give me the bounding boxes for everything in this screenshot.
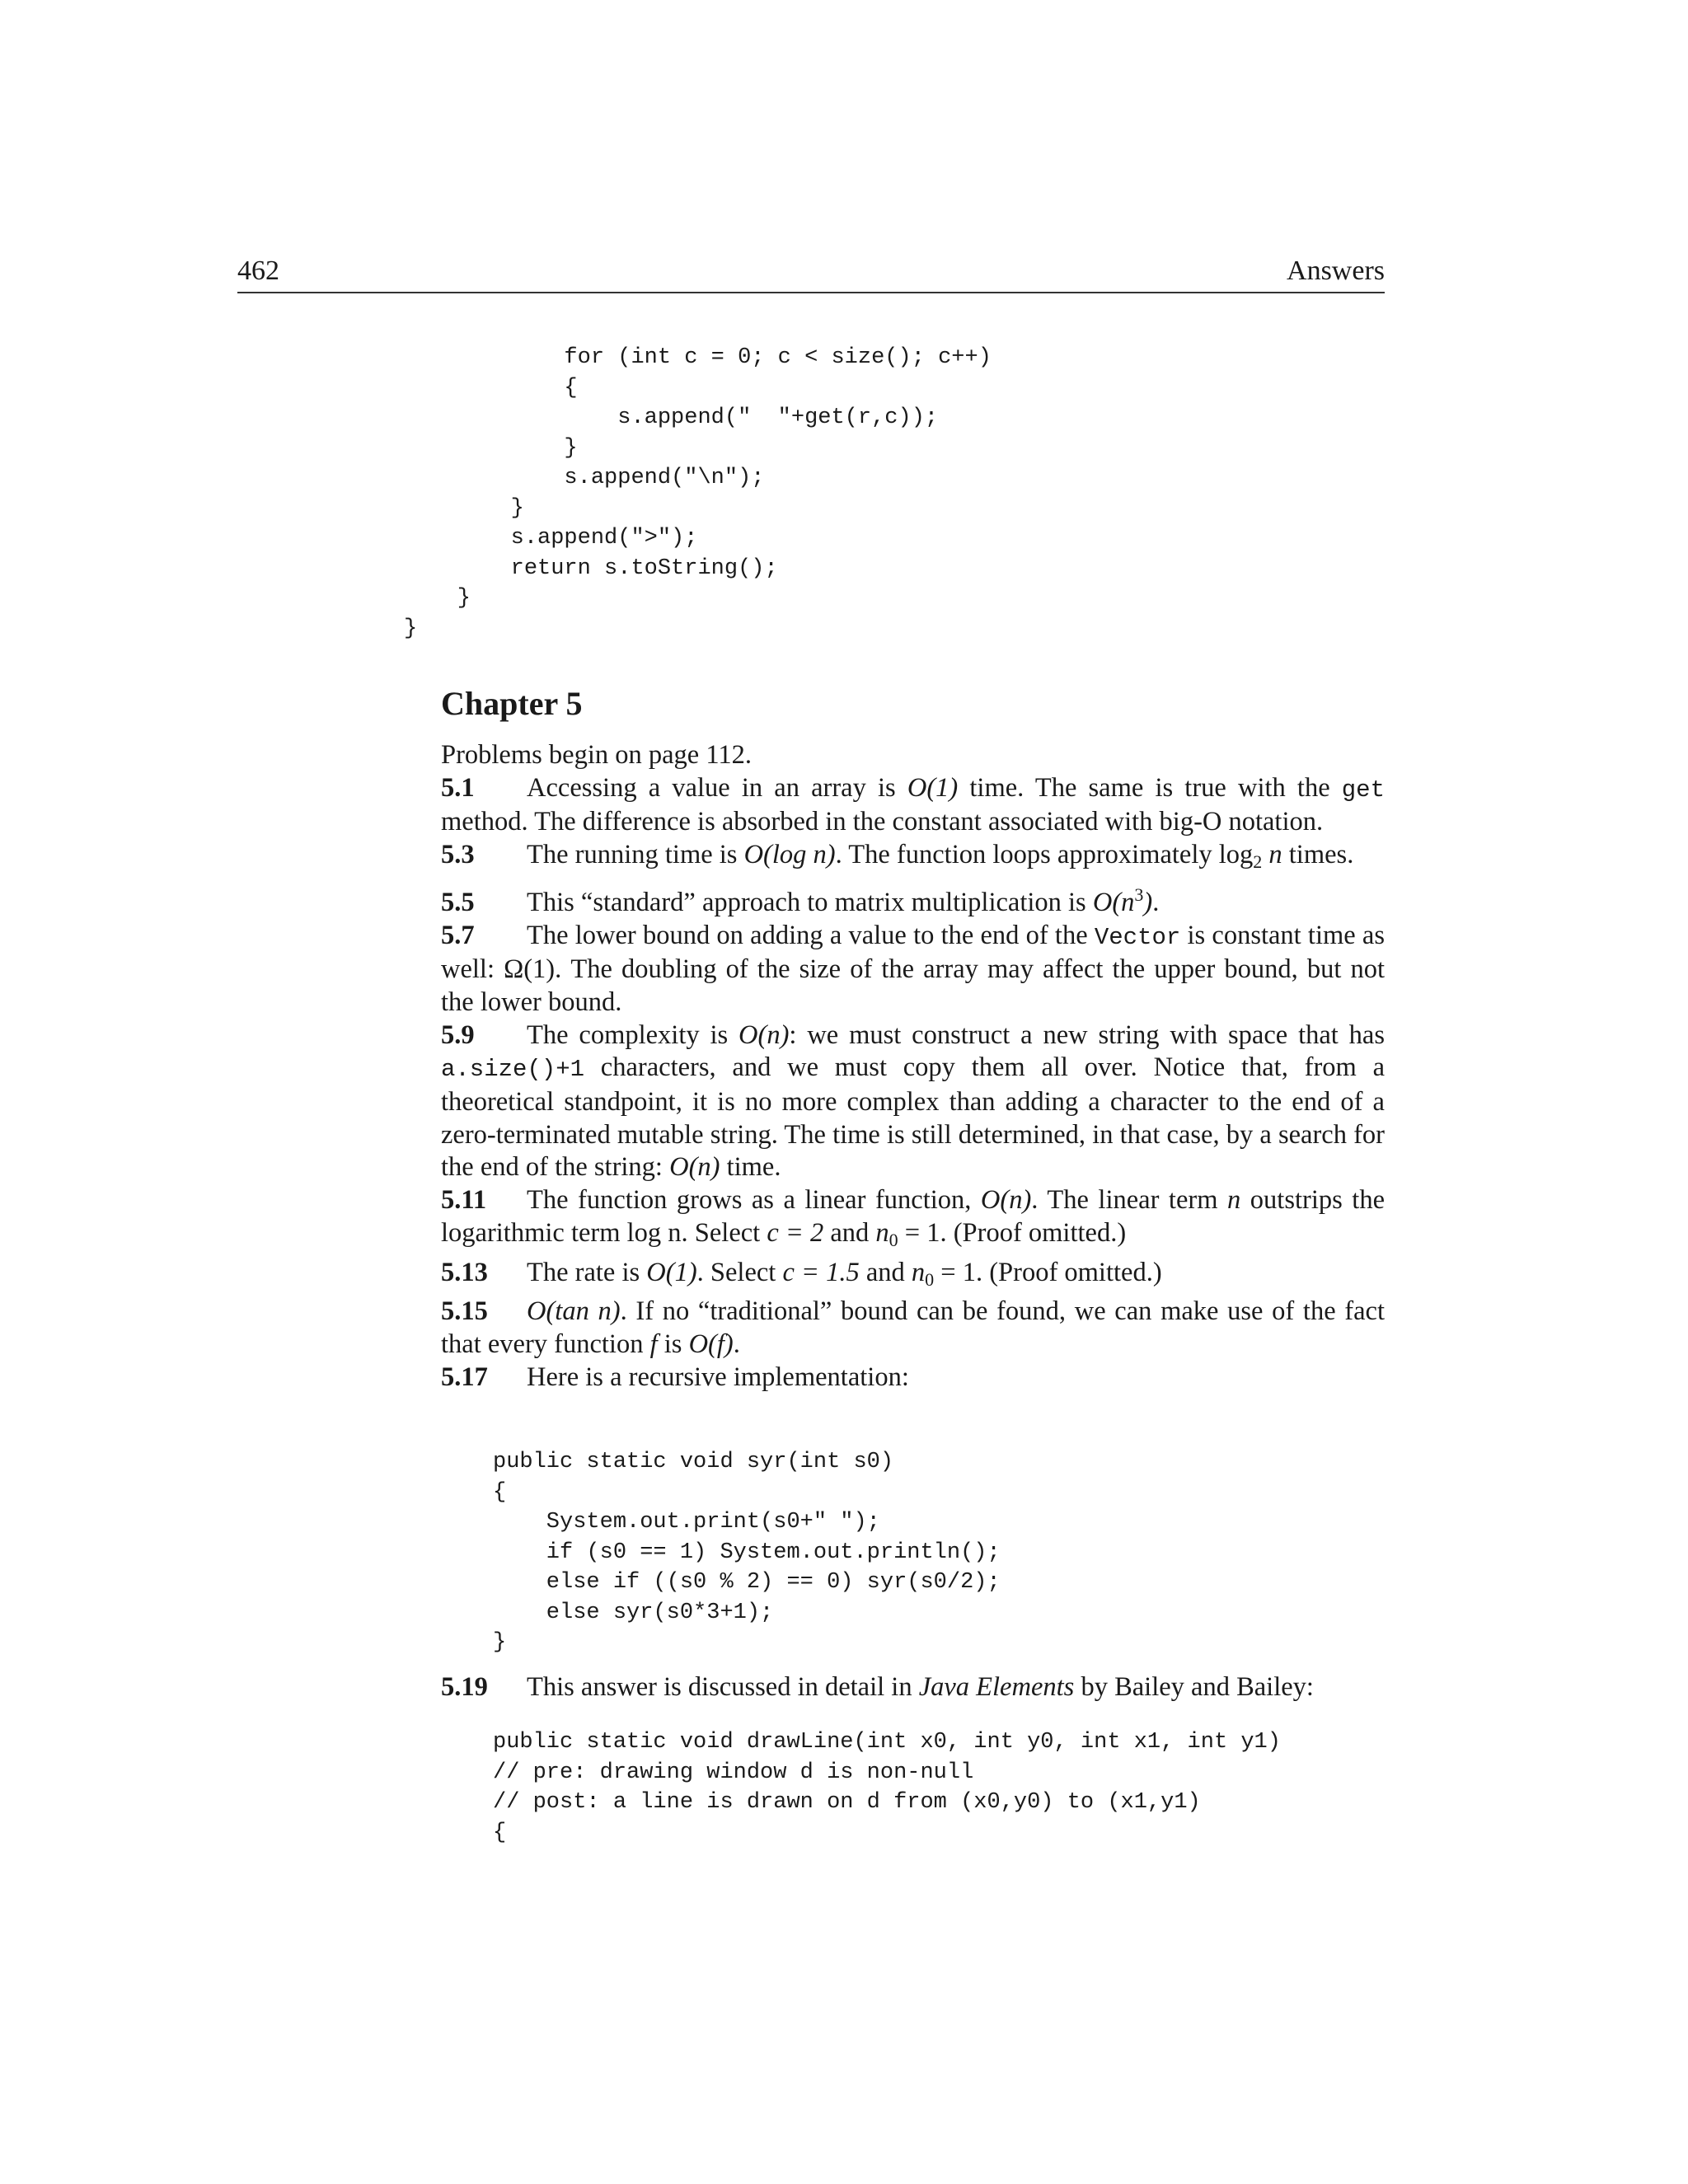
answer-number: 5.19 xyxy=(441,1672,488,1702)
answer-5-3: 5.3 The running time is O(log n). The function loops approximately $\log_2 n$ times. xyxy=(441,840,1354,873)
inline-code: get xyxy=(1341,776,1385,804)
answers-body-1 xyxy=(441,739,1385,1394)
answer-number: 5.11 xyxy=(441,1185,487,1216)
answer-5-13: 5.13 The rate is O(1). Select c = 1.5 and $n_0 = 1$. (Proof omitted.) xyxy=(441,1257,1162,1290)
code-block-syr: public static void syr(int s0) { System.out.print(s0+" "); if (s0 == 1) System.out.println(); else if ((s0 % 2) == 0) syr(s0/2); else syr(s0*3+1); } xyxy=(493,1450,1001,1655)
answer-5-15: 5.15 O(tan n). If no “traditional” bound can be found, we can make use of the fact that every function f is O(f). xyxy=(441,1296,1386,1359)
answer-number: 5.17 xyxy=(441,1361,488,1392)
page-number: 462 xyxy=(237,255,279,286)
code-block-drawline: public static void drawLine(int x0, int y0, int x1, int y1) // pre: drawing window d is non-null // post: a line is drawn on d from (x0,y0) to (x1,y1) { xyxy=(493,1730,1281,1845)
running-head: Answers xyxy=(1287,255,1385,286)
answer-number: 5.15 xyxy=(441,1296,488,1327)
answer-5-17: 5.17 Here is a recursive implementation: xyxy=(441,1361,1385,1394)
answer-number: 5.1 xyxy=(441,772,475,803)
answer-5-9: 5.9 The complexity is O(n): we must construct a new string with space that has a.size()+1 characters, and we must copy them all over. Notice that, from a theoretical standpoint, it is no more complex than adding a character to the end of a zero-terminated mutable string. The time is still determined, in that case, by a search for the end of the string: O(n) time. xyxy=(441,1019,1385,1183)
inline-code: Vector xyxy=(1094,923,1181,951)
chapter-title: Chapter 5 xyxy=(441,685,583,722)
answer-5-11: 5.11 The function grows as a linear function, O(n). The linear term n outstrips the logarithmic term log n. Select c = 2 and $n_0 = 1$. (Proof omitted.) xyxy=(441,1185,1385,1250)
code-block-top: for (int c = 0; c < size(); c++) { s.append(" "+get(r,c)); } s.append("\n"); } s.append(">"); return s.toString(); } } xyxy=(404,345,992,641)
answer-number: 5.13 xyxy=(441,1257,488,1287)
answer-number: 5.5 xyxy=(441,887,475,917)
answers-body-2 xyxy=(441,1671,1385,1704)
answer-5-19: 5.19 This answer is discussed in detail in Java Elements by Bailey and Bailey: xyxy=(441,1671,1385,1704)
page-header xyxy=(237,249,1385,293)
answer-5-1: 5.1 Accessing a value in an array is O(1) time. The same is true with the get method. The difference is absorbed in the constant associated with big-O notation. xyxy=(441,772,1385,837)
answer-number: 5.7 xyxy=(441,920,475,950)
answer-5-5: 5.5 This “standard” approach to matrix multiplication is $O(n^3)$. xyxy=(441,879,1385,920)
intro-text: Problems begin on page 112. xyxy=(441,740,753,770)
answer-5-7: 5.7 The lower bound on adding a value to the end of the Vector is constant time as well: Ω(1). The doubling of the size of the array may affect the upper bound, but not the lower bound. xyxy=(441,920,1385,1017)
inline-code: a.size()+1 xyxy=(441,1056,585,1084)
answer-number: 5.3 xyxy=(441,840,475,870)
answer-number: 5.9 xyxy=(441,1019,475,1050)
